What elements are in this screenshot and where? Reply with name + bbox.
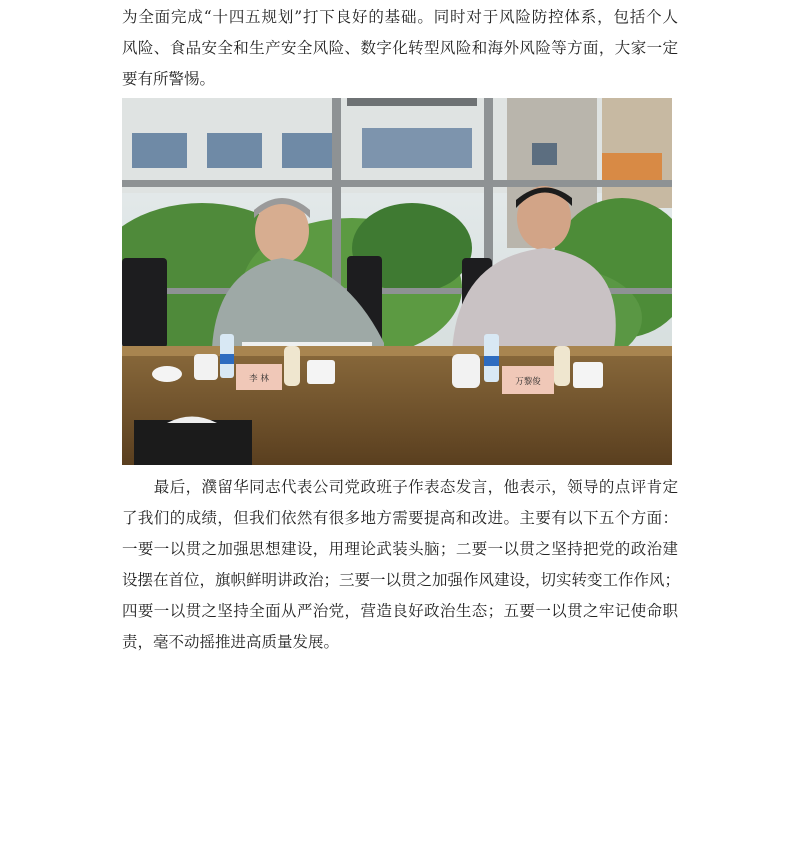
text-line: 设摆在首位，旗帜鲜明讲政治；三要一以贯之加强作风建设，切实转变工作作风； bbox=[122, 571, 681, 589]
intro-paragraph bbox=[122, 2, 678, 95]
signing-ceremony-photo bbox=[122, 98, 672, 465]
text-line: 了我们的成绩，但我们依然有很多地方需要提高和改进。主要有以下五个方面： bbox=[122, 509, 678, 527]
text-line: 四要一以贯之坚持全面从严治党，营造良好政治生态；五要一以贯之牢记使命职 bbox=[122, 602, 678, 620]
text-line: 为全面完成“十四五规划”打下良好的基础。同时对于风险防控体系，包括个人 bbox=[122, 8, 678, 26]
closing-paragraph bbox=[122, 472, 681, 658]
name-card-right-text: 万黎俊 bbox=[515, 377, 541, 387]
text-line: 最后，濮留华同志代表公司党政班子作表态发言，他表示，领导的点评肯定 bbox=[122, 478, 678, 496]
text-line: 风险、食品安全和生产安全风险、数字化转型风险和海外风险等方面，大家一定 bbox=[122, 39, 678, 57]
text-line: 一要一以贯之加强思想建设，用理论武装头脑；二要一以贯之坚持把党的政治建 bbox=[122, 540, 678, 558]
text-line: 责，毫不动摇推进高质量发展。 bbox=[122, 633, 340, 651]
name-card-left-text: 李 林 bbox=[249, 374, 269, 384]
text-line: 要有所警惕。 bbox=[122, 70, 216, 88]
